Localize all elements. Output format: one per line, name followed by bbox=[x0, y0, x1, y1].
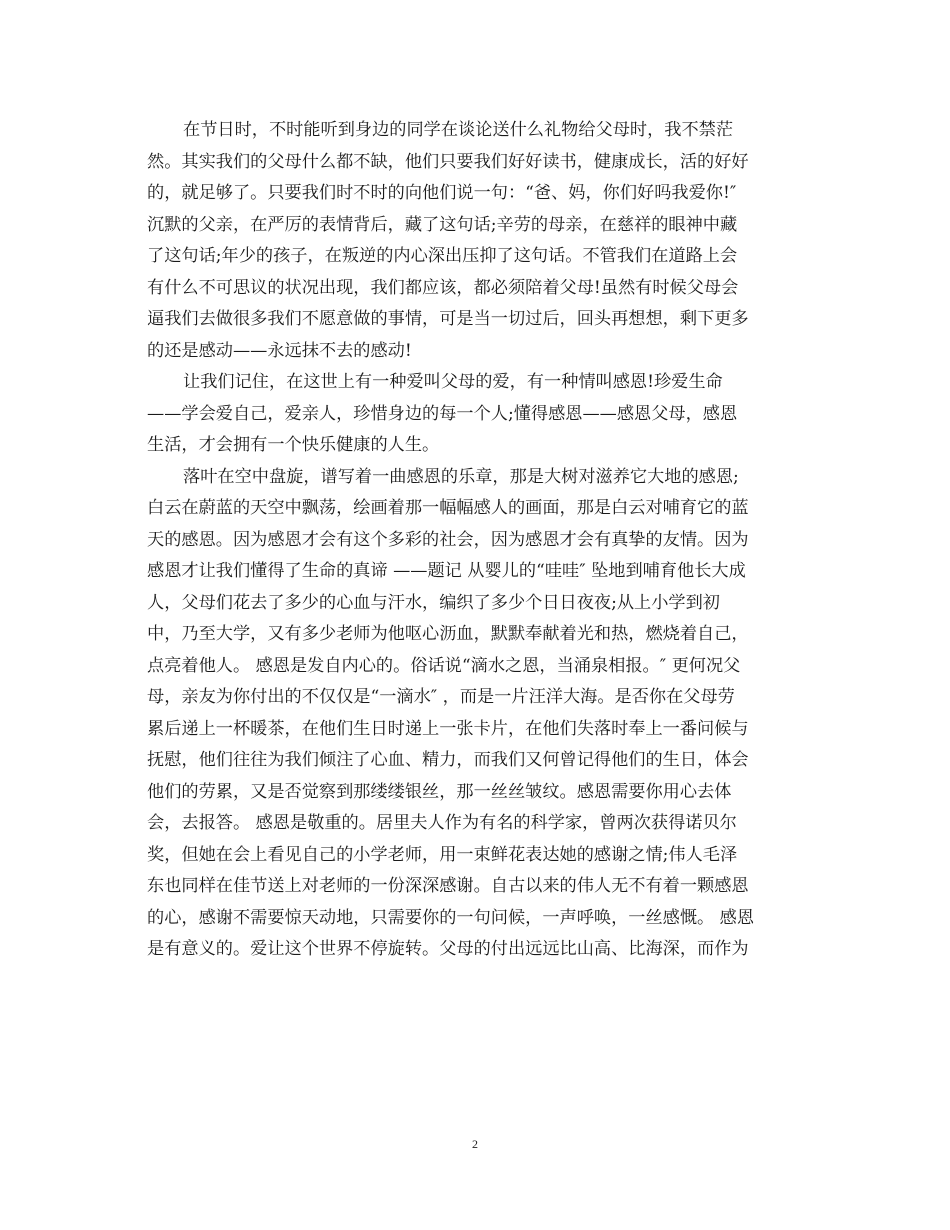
text-line: 生活，才会拥有一个快乐健康的人生。 bbox=[147, 435, 440, 455]
text-line: 东也同样在佳节送上对老师的一份深深感谢。自古以来的伟人无不有着一颗感恩 bbox=[147, 876, 749, 896]
text-line: 的还是感动——永远抹不去的感动! bbox=[147, 340, 412, 361]
text-line: 逼我们去做很多我们不愿意做的事情，可是当一切过后，回头再想想，剩下更多 bbox=[147, 309, 749, 329]
text-line: 让我们记住，在这世上有一种爱叫父母的爱，有一种情叫感恩!珍爱生命 bbox=[183, 372, 723, 392]
text-line: 落叶在空中盘旋，谱写着一曲感恩的乐章，那是大树对滋养它大地的感恩; bbox=[183, 466, 739, 487]
text-line: 有什么不可思议的状况出现，我们都应该，都必须陪着父母!虽然有时候父母会 bbox=[147, 277, 739, 298]
text-line: 的，就足够了。只要我们时不时的向他们说一句：“爸、妈，你们好吗我爱你!″ bbox=[147, 183, 737, 203]
text-line: 天的感恩。因为感恩才会有这个多彩的社会，因为感恩才会有真挚的友情。因为 bbox=[147, 529, 749, 550]
text-line: 感恩才让我们懂得了生命的真谛 ——题记 从婴儿的“哇哇″ 坠地到哺育他长大成 bbox=[147, 561, 746, 581]
page-number: 2 bbox=[472, 1137, 478, 1151]
text-line: 了这句话;年少的孩子，在叛逆的内心深出压抑了这句话。不管我们在道路上会 bbox=[147, 246, 738, 266]
text-line: 白云在蔚蓝的天空中飘荡，绘画着那一幅幅感人的画面，那是白云对哺育它的蓝 bbox=[147, 498, 749, 518]
text-line: 奖，但她在会上看见自己的小学老师，用一束鲜花表达她的感谢之情;伟人毛泽 bbox=[147, 844, 738, 865]
text-line: 然。其实我们的父母什么都不缺，他们只要我们好好读书，健康成长，活的好好 bbox=[147, 151, 749, 172]
text-line: 会，去报答。 感恩是敬重的。居里夫人作为有名的科学家，曾两次获得诺贝尔 bbox=[147, 813, 737, 833]
body-text bbox=[147, 115, 803, 966]
text-line: ——学会爱自己，爱亲人，珍惜身边的每一个人;懂得感恩——感恩父母，感恩 bbox=[147, 403, 738, 424]
text-line: 抚慰，他们往往为我们倾注了心血、精力，而我们又何曾记得他们的生日，体会 bbox=[147, 750, 749, 770]
text-line: 他们的劳累，又是否觉察到那缕缕银丝，那一丝丝皱纹。感恩需要你用心去体 bbox=[147, 781, 732, 802]
text-line: 母，亲友为你付出的不仅仅是“一滴水″ ，而是一片汪洋大海。是否你在父母劳 bbox=[147, 687, 735, 707]
text-line: 的心，感谢不需要惊天动地，只需要你的一句问候，一声呼唤，一丝感慨。 感恩 bbox=[147, 907, 755, 928]
text-line: 沉默的父亲，在严厉的表情背后，藏了这句话;辛劳的母亲，在慈祥的眼神中藏 bbox=[147, 214, 738, 235]
text-line: 人，父母们花去了多少的心血与汗水，编织了多少个日日夜夜;从上小学到初 bbox=[147, 592, 720, 613]
text-line: 点亮着他人。 感恩是发自内心的。俗话说“滴水之恩，当涌泉相报。″ 更何况父 bbox=[147, 655, 741, 676]
text-line: 累后递上一杯暖茶，在他们生日时递上一张卡片，在他们失落时奉上一番问候与 bbox=[147, 718, 749, 739]
text-line: 中，乃至大学，又有多少老师为他呕心沥血，默默奉献着光和热，燃烧着自己， bbox=[147, 624, 749, 644]
text-line: 是有意义的。爱让这个世界不停旋转。父母的付出远远比山高、比海深，而作为 bbox=[147, 939, 749, 959]
text-line: 在节日时，不时能听到身边的同学在谈论送什么礼物给父母时，我不禁茫 bbox=[183, 120, 734, 140]
